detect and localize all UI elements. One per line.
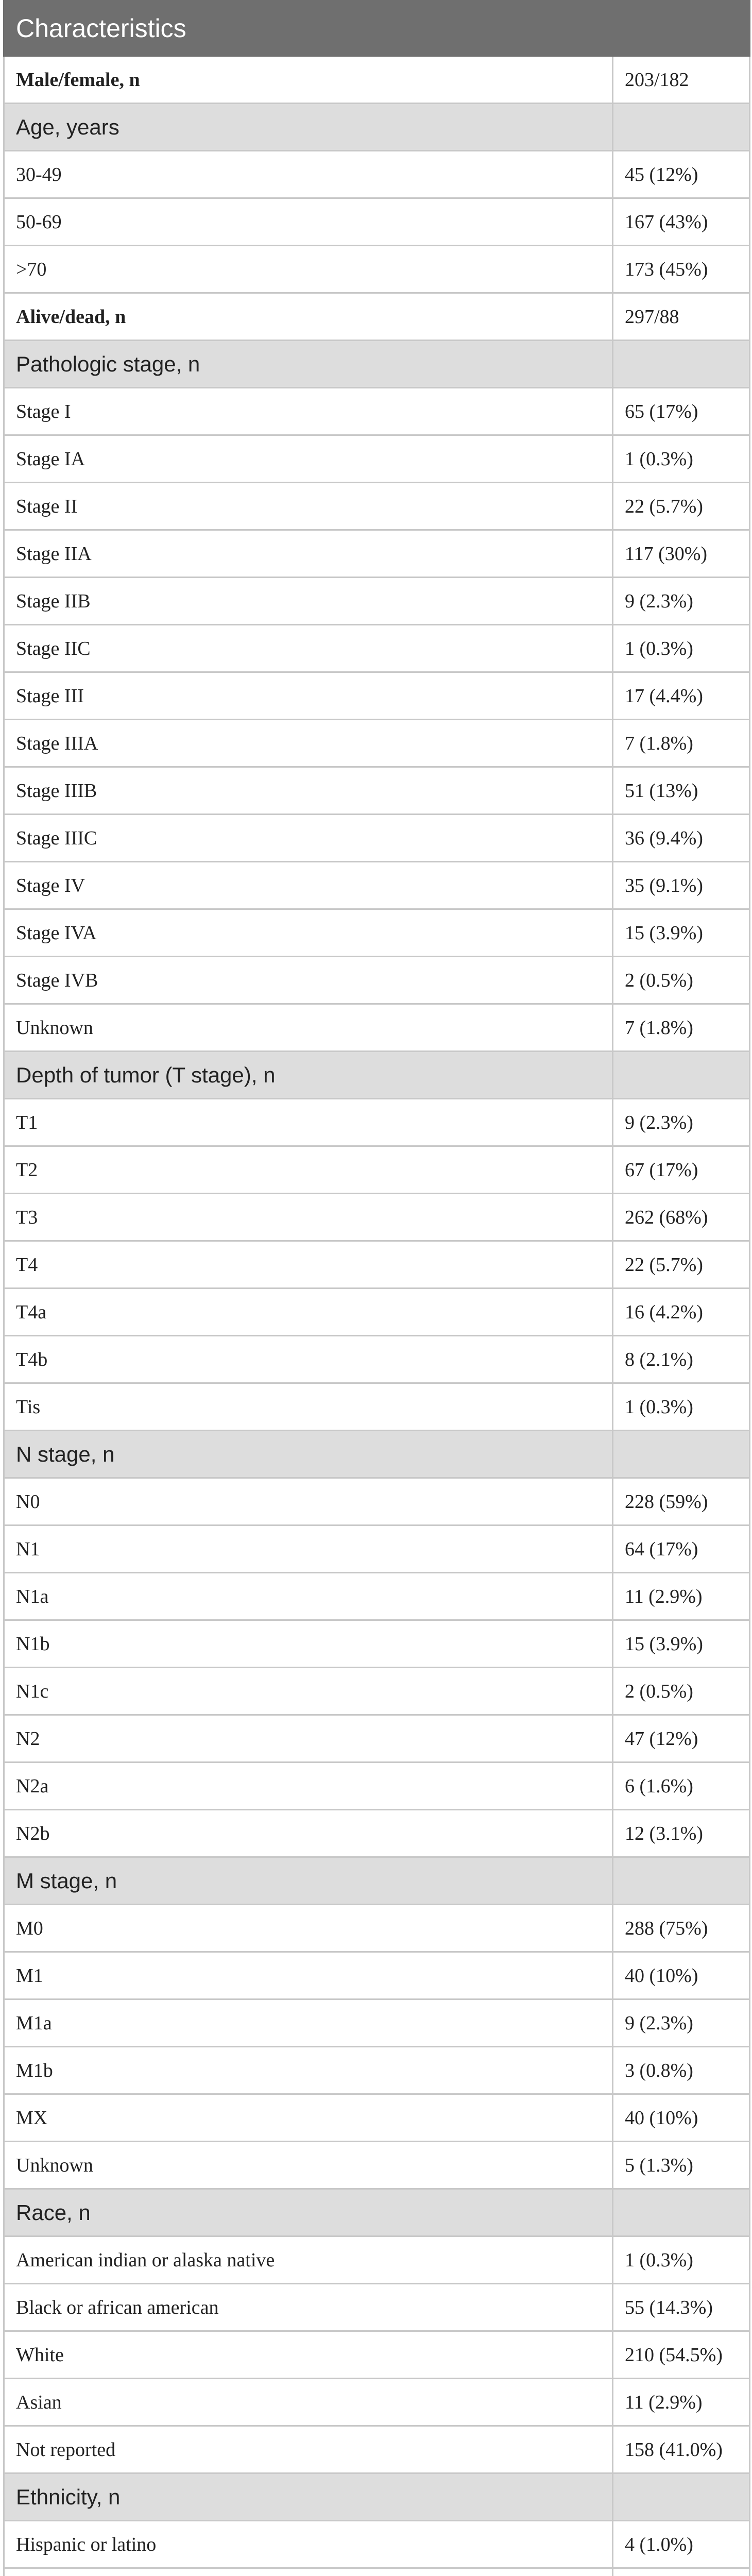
- section-header-row: [4, 1431, 750, 1478]
- row-value: 15 (3.9%): [613, 1620, 750, 1668]
- row-label: T3: [4, 1194, 613, 1241]
- row-label: T1: [4, 1099, 613, 1146]
- row-label: Male/female, n: [4, 56, 613, 104]
- row-label: White: [4, 2331, 613, 2379]
- row-value: 7 (1.8%): [613, 1004, 750, 1052]
- section-header-row: [4, 2473, 750, 2521]
- row-value: 167 (43%): [613, 198, 750, 246]
- row-label: N0: [4, 1478, 613, 1526]
- row-value: 65 (17%): [613, 388, 750, 435]
- row-value: 9 (2.3%): [613, 1999, 750, 2047]
- row-value: 22 (5.7%): [613, 1241, 750, 1289]
- row-label: M1: [4, 1952, 613, 1999]
- table-row: [4, 56, 750, 104]
- table-row: [4, 1999, 750, 2047]
- row-label: Unknown: [4, 2142, 613, 2189]
- row-label: Stage IIB: [4, 578, 613, 625]
- row-label: Stage IIA: [4, 530, 613, 578]
- row-value: 15 (3.9%): [613, 909, 750, 957]
- row-value: 2 (0.5%): [613, 1668, 750, 1715]
- row-value: 210 (54.5%): [613, 2331, 750, 2379]
- row-value: 35 (9.1%): [613, 862, 750, 909]
- row-label: Stage I: [4, 388, 613, 435]
- row-value: [613, 1431, 750, 1478]
- row-value: 6 (1.6%): [613, 1762, 750, 1810]
- row-label: Stage IV: [4, 862, 613, 909]
- table-row: [4, 957, 750, 1004]
- row-value: 4 (1.0%): [613, 2521, 750, 2568]
- table-row: [4, 1194, 750, 1241]
- row-label: 50-69: [4, 198, 613, 246]
- row-value: 173 (45%): [613, 246, 750, 293]
- table-body: [4, 56, 750, 2576]
- table-row: [4, 578, 750, 625]
- table-row: [4, 2236, 750, 2284]
- table-row: [4, 1620, 750, 1668]
- row-label: T4: [4, 1241, 613, 1289]
- section-header-row: [4, 341, 750, 388]
- row-label: >70: [4, 246, 613, 293]
- characteristics-table: [3, 0, 750, 2576]
- table-row: [4, 1146, 750, 1194]
- section-label: Depth of tumor (T stage), n: [4, 1052, 613, 1099]
- row-value: 117 (30%): [613, 530, 750, 578]
- row-label: N2b: [4, 1810, 613, 1857]
- section-header-row: [4, 1052, 750, 1099]
- section-label: Age, years: [4, 104, 613, 151]
- row-label: T2: [4, 1146, 613, 1194]
- row-value: 40 (10%): [613, 2094, 750, 2142]
- section-header-row: [4, 104, 750, 151]
- section-header-row: [4, 2189, 750, 2236]
- table-row: [4, 672, 750, 720]
- row-label: [4, 2568, 613, 2576]
- table-row: [4, 530, 750, 578]
- row-label: Asian: [4, 2379, 613, 2426]
- row-label: Stage IIC: [4, 625, 613, 672]
- row-value: [613, 2473, 750, 2521]
- table-row: [4, 388, 750, 435]
- table-row: [4, 2379, 750, 2426]
- row-value: 9 (2.3%): [613, 578, 750, 625]
- row-value: 203/182: [613, 56, 750, 104]
- row-value: 45 (12%): [613, 151, 750, 198]
- row-value: 158 (41.0%): [613, 2426, 750, 2473]
- section-label: Pathologic stage, n: [4, 341, 613, 388]
- row-value: 1 (0.3%): [613, 2236, 750, 2284]
- row-value: 11 (2.9%): [613, 1573, 750, 1620]
- row-value: 67 (17%): [613, 1146, 750, 1194]
- table-row: [4, 1336, 750, 1383]
- row-label: Stage IIIC: [4, 815, 613, 862]
- row-value: 288 (75%): [613, 1905, 750, 1952]
- table-row: [4, 767, 750, 815]
- table-header-row: [4, 1, 750, 56]
- section-label: Race, n: [4, 2189, 613, 2236]
- row-value: [613, 2189, 750, 2236]
- table-row: [4, 720, 750, 767]
- row-label: M0: [4, 1905, 613, 1952]
- row-value: 3 (0.8%): [613, 2047, 750, 2094]
- row-label: Black or african american: [4, 2284, 613, 2331]
- table-row: [4, 1289, 750, 1336]
- table-row: [4, 1905, 750, 1952]
- table-row: [4, 1478, 750, 1526]
- row-value: 1 (0.3%): [613, 435, 750, 483]
- row-value: 228 (59%): [613, 1478, 750, 1526]
- row-label: Stage II: [4, 483, 613, 530]
- section-label: N stage, n: [4, 1431, 613, 1478]
- table-row: [4, 2142, 750, 2189]
- row-label: Stage IIIA: [4, 720, 613, 767]
- row-label: T4b: [4, 1336, 613, 1383]
- table-row: [4, 1241, 750, 1289]
- row-label: N1a: [4, 1573, 613, 1620]
- section-label: Ethnicity, n: [4, 2473, 613, 2521]
- row-value: 11 (2.9%): [613, 2379, 750, 2426]
- table-row: [4, 1715, 750, 1762]
- table-row: [4, 1526, 750, 1573]
- row-label: Stage IVB: [4, 957, 613, 1004]
- table-row: [4, 862, 750, 909]
- row-label: M1a: [4, 1999, 613, 2047]
- table-row: [4, 151, 750, 198]
- row-label: N1c: [4, 1668, 613, 1715]
- row-value: 51 (13%): [613, 767, 750, 815]
- table-row: [4, 625, 750, 672]
- row-label: MX: [4, 2094, 613, 2142]
- header-value: [613, 1, 750, 56]
- row-label: Unknown: [4, 1004, 613, 1052]
- row-value: 9 (2.3%): [613, 1099, 750, 1146]
- table-row: [4, 1004, 750, 1052]
- row-value: [613, 1052, 750, 1099]
- section-label: M stage, n: [4, 1857, 613, 1905]
- table-row: [4, 2094, 750, 2142]
- row-label: Stage IVA: [4, 909, 613, 957]
- header-characteristics: Characteristics: [4, 1, 613, 56]
- row-value: 36 (9.4%): [613, 815, 750, 862]
- row-value: 16 (4.2%): [613, 1289, 750, 1336]
- table-row: [4, 2521, 750, 2568]
- table-row: [4, 1952, 750, 1999]
- table-row: [4, 198, 750, 246]
- table-row: [4, 1668, 750, 1715]
- row-label: T4a: [4, 1289, 613, 1336]
- row-label: N1b: [4, 1620, 613, 1668]
- row-value: 12 (3.1%): [613, 1810, 750, 1857]
- row-value: [613, 104, 750, 151]
- table-row: [4, 2426, 750, 2473]
- table-row: [4, 483, 750, 530]
- table-row: [4, 2568, 750, 2576]
- row-label: American indian or alaska native: [4, 2236, 613, 2284]
- row-label: N2: [4, 1715, 613, 1762]
- table-row: [4, 815, 750, 862]
- table-row: [4, 1383, 750, 1431]
- table-row: [4, 2284, 750, 2331]
- row-value: 55 (14.3%): [613, 2284, 750, 2331]
- table-row: [4, 293, 750, 341]
- table-row: [4, 1810, 750, 1857]
- table-row: [4, 2331, 750, 2379]
- table-row: [4, 1573, 750, 1620]
- table-row: [4, 1099, 750, 1146]
- table-row: [4, 1762, 750, 1810]
- row-value: [613, 1857, 750, 1905]
- row-label: N1: [4, 1526, 613, 1573]
- row-value: 1 (0.3%): [613, 625, 750, 672]
- table-row: [4, 435, 750, 483]
- row-label: Not reported: [4, 2426, 613, 2473]
- table-row: [4, 909, 750, 957]
- row-label: 30-49: [4, 151, 613, 198]
- row-label: Tis: [4, 1383, 613, 1431]
- table-row: [4, 2047, 750, 2094]
- row-label: Alive/dead, n: [4, 293, 613, 341]
- row-label: Hispanic or latino: [4, 2521, 613, 2568]
- row-label: Stage IIIB: [4, 767, 613, 815]
- row-value: 2 (0.5%): [613, 957, 750, 1004]
- row-value: 5 (1.3%): [613, 2142, 750, 2189]
- row-label: N2a: [4, 1762, 613, 1810]
- row-label: M1b: [4, 2047, 613, 2094]
- row-value: 17 (4.4%): [613, 672, 750, 720]
- row-value: 262 (68%): [613, 1194, 750, 1241]
- row-value: [613, 2568, 750, 2576]
- row-value: [613, 341, 750, 388]
- section-header-row: [4, 1857, 750, 1905]
- row-value: 64 (17%): [613, 1526, 750, 1573]
- row-label: Stage III: [4, 672, 613, 720]
- table-row: [4, 246, 750, 293]
- row-value: 47 (12%): [613, 1715, 750, 1762]
- row-value: 8 (2.1%): [613, 1336, 750, 1383]
- row-value: 22 (5.7%): [613, 483, 750, 530]
- row-value: 40 (10%): [613, 1952, 750, 1999]
- row-value: 1 (0.3%): [613, 1383, 750, 1431]
- row-label: Stage IA: [4, 435, 613, 483]
- row-value: 7 (1.8%): [613, 720, 750, 767]
- row-value: 297/88: [613, 293, 750, 341]
